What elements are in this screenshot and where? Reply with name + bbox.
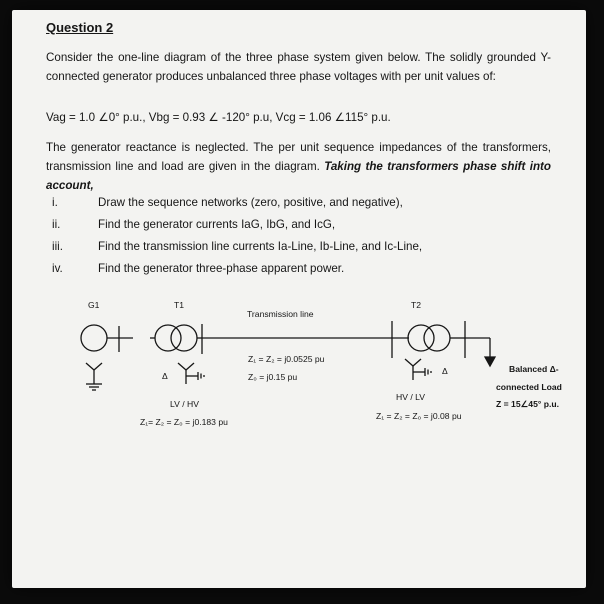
task-text: Find the generator three-phase apparent power. bbox=[98, 262, 345, 275]
task-text: Find the generator currents IaG, IbG, and IcG, bbox=[98, 218, 336, 231]
t2-rating: HV / LV bbox=[396, 392, 425, 402]
load-description-line-2: connected Load bbox=[496, 382, 562, 392]
line-title: Transmission line bbox=[247, 309, 314, 319]
task-number: ii. bbox=[52, 218, 61, 231]
task-number: iii. bbox=[52, 240, 63, 253]
t2-label: T2 bbox=[411, 300, 422, 310]
load-arrow-icon bbox=[485, 357, 495, 366]
t2-winding-1-icon bbox=[408, 325, 434, 351]
task-text: Draw the sequence networks (zero, positive, and negative), bbox=[98, 196, 403, 209]
load-impedance: Z = 15∠45° p.u. bbox=[496, 399, 559, 409]
voltage-values: Vag = 1.0 ∠0° p.u., Vbg = 0.93 ∠ -120° p.u, Vcg = 1.06 ∠115° p.u. bbox=[46, 111, 391, 124]
one-line-diagram bbox=[12, 10, 586, 588]
t2-impedance: Z₁ = Z₂ = Z₀ = j0.08 pu bbox=[376, 411, 462, 421]
t2-winding-2-icon bbox=[424, 325, 450, 351]
t1-delta-icon: Δ bbox=[162, 371, 168, 381]
load-description-line-1: Balanced Δ- bbox=[509, 364, 559, 374]
t1-winding-1-icon bbox=[155, 325, 181, 351]
t2-delta-icon: Δ bbox=[442, 366, 448, 376]
body-emphasis-text: Taking the transformers phase shift into account, bbox=[46, 160, 551, 192]
task-number: i. bbox=[52, 196, 58, 209]
line-zero-impedance: Z₀ = j0.15 pu bbox=[248, 372, 298, 382]
line-positive-negative-impedance: Z₁ = Z₂ = j0.0525 pu bbox=[248, 354, 325, 364]
t1-rating: LV / HV bbox=[170, 399, 199, 409]
generator-wye-ground-icon bbox=[86, 363, 102, 390]
t2-wye-ground-icon bbox=[405, 359, 431, 380]
body-plain-text: The generator reactance is neglected. The per unit sequence impedances of the transformers, transmission line and load are given in the diagram. bbox=[46, 141, 551, 173]
t1-label: T1 bbox=[174, 300, 185, 310]
t1-impedance: Z₁= Z₂ = Z₀ = j0.183 pu bbox=[140, 417, 228, 427]
intro-paragraph: Consider the one-line diagram of the three phase system given below. The solidly grounded Y-connected generator produces unbalanced three phase voltages with per unit values of: bbox=[46, 51, 551, 83]
question-sheet bbox=[12, 10, 586, 588]
task-number: iv. bbox=[52, 262, 63, 275]
task-text: Find the transmission line currents Ia-Line, Ib-Line, and Ic-Line, bbox=[98, 240, 423, 253]
t1-winding-2-icon bbox=[171, 325, 197, 351]
question-title: Question 2 bbox=[46, 20, 114, 35]
t1-wye-ground-icon bbox=[178, 363, 204, 384]
g1-label: G1 bbox=[88, 300, 100, 310]
generator-icon bbox=[81, 325, 107, 351]
